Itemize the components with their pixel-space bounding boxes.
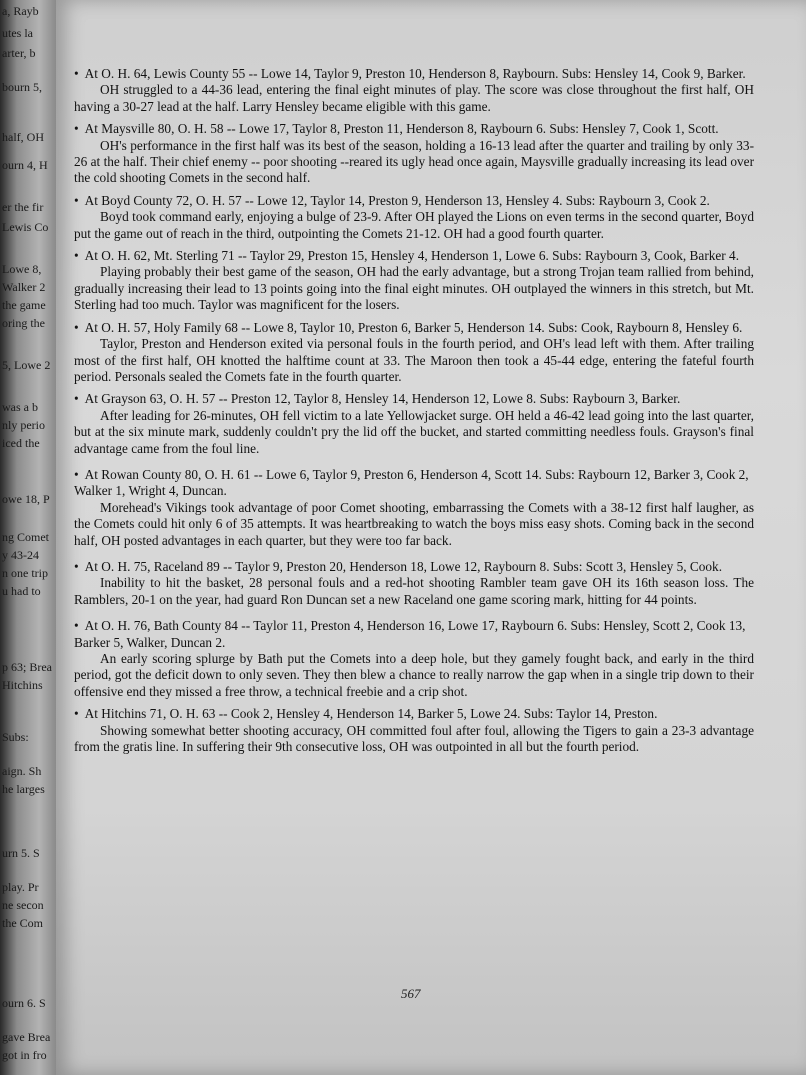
game-result-line: • At Grayson 63, O. H. 57 -- Preston 12, Taylor 8, Hensley 14, Henderson 12, Lowe 8. Subs: Raybourn 3, Barker. <box>74 391 681 407</box>
game-entry <box>74 320 754 386</box>
game-result-line: • At Boyd County 72, O. H. 57 -- Lowe 12, Taylor 14, Preston 9, Henderson 13, Hensley 4. Subs: Raybourn 3, Cook 2. <box>74 192 710 208</box>
game-narrative: Boyd took command early, enjoying a bulge of 23-9. After OH played the Lions on even terms in the second quarter, Boyd put the game out of reach in the third, outpointing the Comets 21-12. OH had a good fourth quarter. <box>74 209 754 241</box>
game-narrative: Inability to hit the basket, 28 personal fouls and a red-hot shooting Rambler team gave OH its 16th season loss. The Ramblers, 20-1 on the year, had guard Ron Duncan set a new Raceland one game scoring mark, hitting for 44 points. <box>74 575 754 607</box>
game-result-line: • At O. H. 57, Holy Family 68 -- Lowe 8, Taylor 10, Preston 6, Barker 5, Henderson 14. Subs: Cook, Raybourn 8, Hensley 6. <box>74 319 743 335</box>
bullet-icon: • <box>74 618 79 634</box>
game-entry <box>74 121 754 187</box>
game-result-line: • At Maysville 80, O. H. 58 -- Lowe 17, Taylor 8, Preston 11, Henderson 8, Raybourn 6. Subs: Hensley 7, Cook 1, Scott. <box>74 121 719 137</box>
facing-page-edge <box>0 0 56 1075</box>
bullet-icon: • <box>74 558 79 574</box>
book-page <box>56 0 806 1075</box>
game-result-line: • At O. H. 75, Raceland 89 -- Taylor 9, Preston 20, Henderson 18, Lowe 12, Raybourn 8. Subs: Scott 3, Hensley 5, Cook. <box>74 558 723 574</box>
spine-text: Walker 2 <box>2 280 46 294</box>
spine-text: Hitchins <box>2 678 43 692</box>
game-entry <box>74 618 754 700</box>
spine-text: oring the <box>2 316 45 330</box>
spine-text: iced the <box>2 436 40 450</box>
spine-text: owe 18, P <box>2 492 50 506</box>
game-entry <box>74 467 754 549</box>
spine-text: Subs: <box>2 730 29 744</box>
spine-text: bourn 5, <box>2 80 42 94</box>
game-narrative: Morehead's Vikings took advantage of poor Comet shooting, embarrassing the Comets with a 38-12 first half laugher, as the Comets could hit only 6 of 35 attempts. It was heartbreaking to watch the boys miss easy shots. Coming back in the second half, OH posted advantages in each quarter, but they were too far back. <box>74 499 754 548</box>
spine-text: half, OH <box>2 130 44 144</box>
spine-text: arter, b <box>2 46 36 60</box>
spine-text: Lowe 8, <box>2 262 42 276</box>
spine-text: utes la <box>2 26 33 40</box>
spine-text: u had to <box>2 584 41 598</box>
spine-text: he larges <box>2 782 45 796</box>
bullet-icon: • <box>74 192 79 208</box>
spine-text: y 43-24 <box>2 548 39 562</box>
game-result-line: • At Hitchins 71, O. H. 63 -- Cook 2, Hensley 4, Henderson 14, Barker 5, Lowe 24. Subs: Taylor 14, Preston. <box>74 706 658 722</box>
game-entry <box>74 559 754 608</box>
spine-text: the Com <box>2 916 43 930</box>
spine-text: 5, Lowe 2 <box>2 358 51 372</box>
bullet-icon: • <box>74 466 79 482</box>
game-entry <box>74 391 754 457</box>
spine-text: urn 5. S <box>2 846 40 860</box>
spine-text: ng Comet <box>2 530 49 544</box>
bullet-icon: • <box>74 248 79 264</box>
spine-text: play. Pr <box>2 880 39 894</box>
game-narrative: After leading for 26-minutes, OH fell victim to a late Yellowjacket surge. OH held a 46-42 lead going into the last quarter, but at the six minute mark, suddenly couldn't pry the lid off the bucket, and started committing needless fouls. Grayson's final advantage came from the foul line. <box>74 407 754 456</box>
spine-text: the game <box>2 298 46 312</box>
game-result-line: • At O. H. 64, Lewis County 55 -- Lowe 14, Taylor 9, Preston 10, Henderson 8, Raybourn. Subs: Hensley 14, Cook 9, Barker. <box>74 66 746 81</box>
spine-text: ourn 6. S <box>2 996 46 1010</box>
game-result-line: • At O. H. 62, Mt. Sterling 71 -- Taylor 29, Preston 15, Hensley 4, Henderson 1, Lowe 6. Subs: Raybourn 3, Cook, Barker 4. <box>74 248 740 264</box>
bullet-icon: • <box>74 66 79 81</box>
spine-text: got in fro <box>2 1048 47 1062</box>
spine-text: nly perio <box>2 418 45 432</box>
bullet-icon: • <box>74 121 79 137</box>
spine-text: ourn 4, H <box>2 158 48 172</box>
bullet-icon: • <box>74 391 79 407</box>
game-entry <box>74 193 754 242</box>
game-result-line: • At O. H. 76, Bath County 84 -- Taylor 11, Preston 4, Henderson 16, Lowe 17, Raybourn 6. Subs: Hensley, Scott 2, Cook 13, Barker 5, Walker, Duncan 2. <box>74 618 746 650</box>
game-summaries <box>74 66 754 761</box>
bullet-icon: • <box>74 706 79 722</box>
game-entry <box>74 706 754 755</box>
spine-text: er the fir <box>2 200 44 214</box>
game-narrative: Playing probably their best game of the season, OH had the early advantage, but a strong Trojan team rallied from behind, gradually increasing their lead to 13 points going into the final eight minutes. OH outplayed the winners in this stretch, but Mt. Sterling had too much. Taylor was magnificent for the losers. <box>74 264 754 313</box>
spine-text: p 63; Brea <box>2 660 52 674</box>
game-result-line: • At Rowan County 80, O. H. 61 -- Lowe 6, Taylor 9, Preston 6, Henderson 4, Scott 14. Subs: Raybourn 12, Barker 3, Cook 2, Walker 1, Wright 4, Duncan. <box>74 466 749 499</box>
game-entry <box>74 66 754 115</box>
page-number: 567 <box>401 986 421 1001</box>
spine-text: a, Rayb <box>2 4 39 18</box>
spine-text: aign. Sh <box>2 764 42 778</box>
spine-text: was a b <box>2 400 38 414</box>
bullet-icon: • <box>74 319 79 335</box>
game-narrative: OH struggled to a 44-36 lead, entering the final eight minutes of play. The score was close throughout the first half, OH having a 30-27 lead at the half. Larry Hensley became eligible with this game. <box>74 82 754 114</box>
spine-text: Lewis Co <box>2 220 49 234</box>
game-narrative: Showing somewhat better shooting accuracy, OH committed foul after foul, allowing the Tigers to gain a 23-3 advantage from the gratis line. In suffering their 9th consecutive loss, OH was outpointed in all but the fourth period. <box>74 722 754 755</box>
spine-text: n one trip <box>2 566 48 580</box>
game-narrative: Taylor, Preston and Henderson exited via personal fouls in the fourth period, and OH's lead left with them. After trailing most of the first half, OH knotted the halftime count at 33. The Maroon then took a 45-44 edge, entering the fateful fourth period. Personals sealed the Comets fate in the fourth quarter. <box>74 336 754 384</box>
game-narrative: An early scoring splurge by Bath put the Comets into a deep hole, but they gamely fought back, and early in the third period, got the deficit down to only seven. They then blew a chance to really narrow the gap when in a single trip down to their offensive end they missed a free throw, a technical freebie and a crip shot. <box>74 651 754 699</box>
spine-text: gave Brea <box>2 1030 51 1044</box>
spine-text: ne secon <box>2 898 44 912</box>
game-narrative: OH's performance in the first half was its best of the season, holding a 16-13 lead after the quarter and trailing by only 33-26 at the half. Their chief enemy -- poor shooting --reared its ugly head once again, Maysville gradually increasing its lead over the cold shooting Comets in the second half. <box>74 137 754 186</box>
game-entry <box>74 248 754 314</box>
